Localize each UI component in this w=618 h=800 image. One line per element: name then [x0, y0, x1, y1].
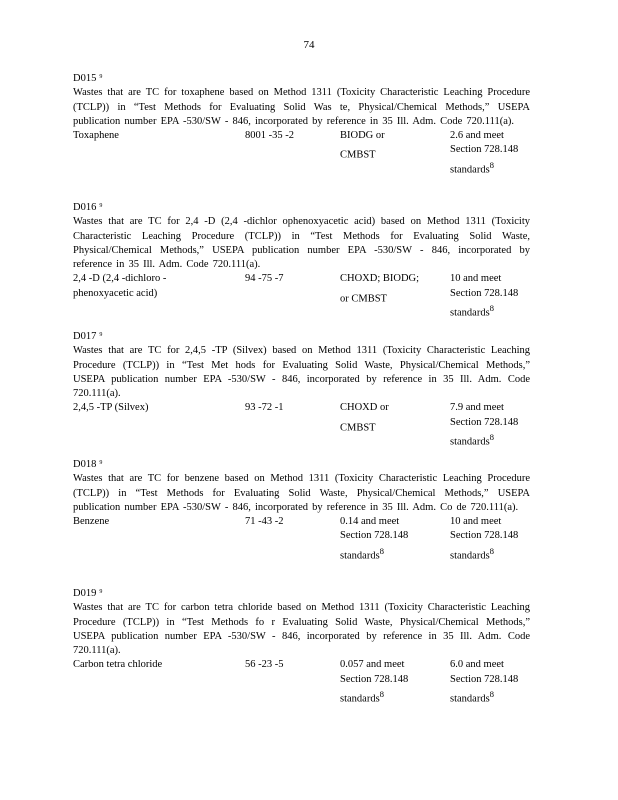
footnote-marker: 8: [489, 689, 495, 700]
cas-number: 93 -72 -1: [245, 402, 284, 414]
footnote-marker: 8: [489, 545, 495, 556]
nonwastewater-standard-text: 2.6 and meet Section 728.148 standards: [450, 130, 519, 176]
nonwastewater-standard: [450, 401, 530, 449]
waste-code: [73, 587, 530, 601]
waste-code: [73, 72, 530, 86]
waste-code-label: D016: [73, 202, 97, 213]
table-row: [73, 272, 530, 320]
footnote-marker: 8: [379, 689, 385, 700]
nonwastewater-standard-text: 7.9 and meet Section 728.148 standards: [450, 402, 519, 448]
wastewater-standard: [340, 129, 450, 177]
nonwastewater-standard-text: 10 and meet Section 728.148 standards: [450, 516, 519, 562]
wastewater-standard: [340, 401, 450, 449]
constituent-name: 2,4 -D (2,4 -dichloro - phenoxyacetic acid): [73, 273, 167, 299]
table-row: [73, 401, 530, 449]
table-row: [73, 658, 530, 706]
cas-number: 94 -75 -7: [245, 273, 284, 285]
table-row: [73, 129, 530, 177]
waste-code-section-d018: [73, 458, 530, 564]
wastewater-standard-text: CHOXD or CMBST: [340, 402, 389, 434]
footnote-marker: 9: [99, 74, 103, 80]
nonwastewater-standard: [450, 272, 530, 320]
waste-code: [73, 201, 530, 215]
wastewater-standard: [340, 272, 450, 320]
waste-description: Wastes that are TC for 2,4,5 -TP (Silvex) based on Method 1311 (Toxicity Characteristic Leaching Procedure (TCLP)) in “Test Met hods for Evaluating Solid Waste, Physical/Chemical Methods,” USEPA publication number EPA -530/SW - 846, incorporated by reference in 35 Ill. Adm. Code 720.111(a).: [73, 345, 530, 400]
waste-description: Wastes that are TC for 2,4 -D (2,4 -dichlor ophenoxyacetic acid) based on Method 1311 (Toxicity Characteristic Leaching Procedure (TCLP)) in “Test Methods for Evaluating Solid Waste, Physical/Chemical Methods,” USEPA publication number EPA -530/SW - 846, incorporated by reference in 35 Ill. Adm. Code 720.111(a).: [73, 216, 530, 271]
cas-number: 71 -43 -2: [245, 516, 284, 528]
waste-description: Wastes that are TC for carbon tetra chloride based on Method 1311 (Toxicity Characteristic Leaching Procedure (TCLP)) in “Test Methods fo r Evaluating Solid Waste, Physical/Chemical Methods,” USEPA publication number EPA -530/SW - 846, incorporated by reference in 35 Ill. Adm. Code 720.111(a).: [73, 602, 530, 657]
waste-code-section-d016: [73, 201, 530, 321]
waste-code-section-d017: [73, 330, 530, 450]
page-number: 74: [303, 39, 315, 51]
wastewater-standard-text: CHOXD; BIODG; or CMBST: [340, 273, 420, 305]
table-row: [73, 515, 530, 563]
cas-number: 56 -23 -5: [245, 659, 284, 671]
waste-code-label: D015: [73, 73, 97, 84]
constituent-name: Benzene: [73, 516, 110, 528]
footnote-marker: 8: [489, 432, 495, 443]
cas-number: 8001 -35 -2: [245, 130, 294, 142]
footnote-marker: 8: [379, 545, 385, 556]
wastewater-standard-text: 0.057 and meet Section 728.148 standards: [340, 659, 409, 705]
waste-description: Wastes that are TC for toxaphene based on Method 1311 (Toxicity Characteristic Leaching Procedure (TCLP)) in “Test Methods for Evaluating Solid Was te, Physical/Chemical Methods,” USEPA publication number EPA -530/SW - 846, incorporated by reference in 35 Ill. Adm. Code 720.111(a).: [73, 87, 530, 127]
nonwastewater-standard-text: 6.0 and meet Section 728.148 standards: [450, 659, 519, 705]
wastewater-standard-text: 0.14 and meet Section 728.148 standards: [340, 516, 409, 562]
constituent-name: Carbon tetra chloride: [73, 659, 163, 671]
waste-code-section-d015: [73, 72, 530, 178]
footnote-marker: 9: [99, 589, 103, 595]
constituent-name: 2,4,5 -TP (Silvex): [73, 402, 149, 414]
wastewater-standard: [340, 658, 450, 706]
nonwastewater-standard: [450, 129, 530, 177]
waste-code-label: D019: [73, 588, 97, 599]
nonwastewater-standard: [450, 658, 530, 706]
wastewater-standard: [340, 515, 450, 563]
wastewater-standard-text: BIODG or CMBST: [340, 130, 385, 161]
nonwastewater-standard-text: 10 and meet Section 728.148 standards: [450, 273, 519, 319]
nonwastewater-standard: [450, 515, 530, 563]
waste-description: Wastes that are TC for benzene based on Method 1311 (Toxicity Characteristic Leaching Procedure (TCLP)) in “Test Methods for Evaluating Solid Waste, Physical/Chemical Methods,” USEPA publication number EPA -530/SW - 846, incorporated by reference in 35 Ill. Adm. Co de 720.111(a).: [73, 473, 530, 513]
waste-code: [73, 330, 530, 344]
waste-code-section-d019: [73, 587, 530, 707]
footnote-marker: 8: [489, 159, 495, 170]
waste-code-label: D017: [73, 331, 97, 342]
constituent-name: Toxaphene: [73, 130, 119, 142]
waste-code-label: D018: [73, 459, 97, 470]
footnote-marker: 8: [489, 303, 495, 314]
footnote-marker: 9: [99, 460, 103, 466]
footnote-marker: 9: [99, 332, 103, 338]
footnote-marker: 9: [99, 203, 103, 209]
waste-code: [73, 458, 530, 472]
